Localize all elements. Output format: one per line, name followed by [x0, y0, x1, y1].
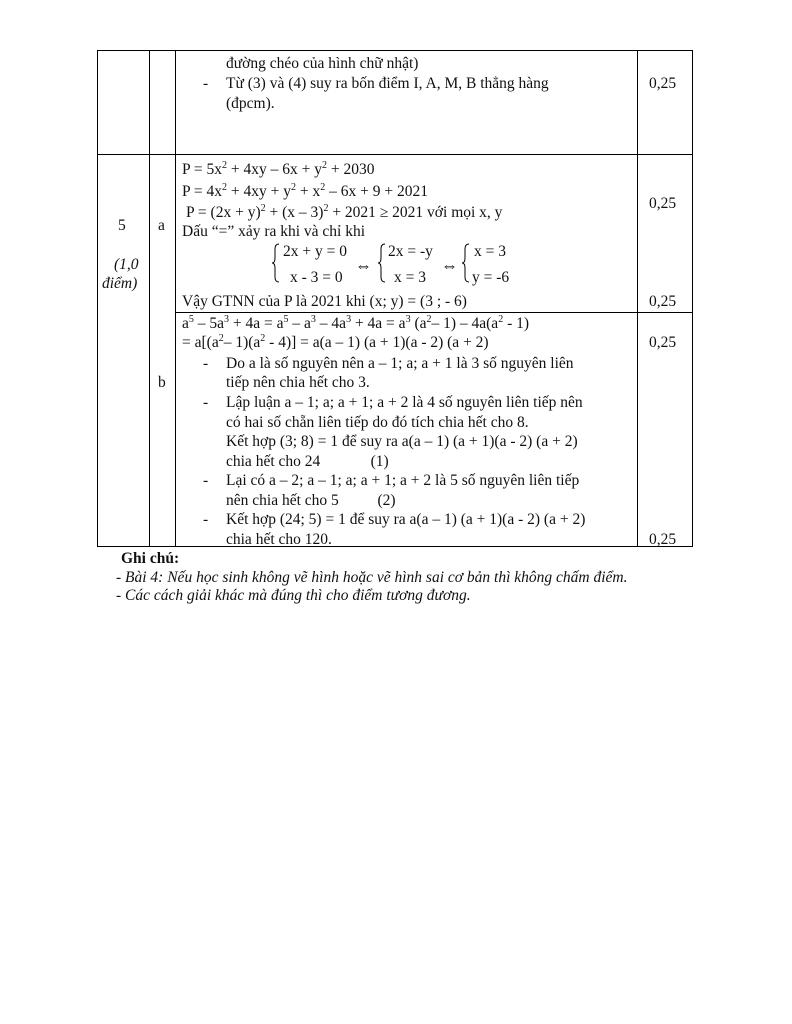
list-item: Kết hợp (3; 8) = 1 để suy ra a(a – 1) (a + 1)(a - 2) (a + 2) [226, 433, 578, 450]
list-item: tiếp nên chia hết cho 3. [226, 374, 370, 391]
equivalence-arrow-1: ⇔ [355, 256, 372, 275]
p-line2: $P = 4x^2 + 4xy + y^2 + x^2 - 6x + 9 + 2021$ [182, 181, 429, 200]
left-brace-icon [272, 243, 280, 283]
equality-condition: Dấu “=” xảy ra khi và chỉ khi [182, 223, 366, 240]
p-line1: $P = 5x^2 + 4xy - 6x + y^2 + 2030$ [182, 159, 375, 178]
system2-line2: x = 3 [394, 269, 426, 286]
list-item-dash: - [203, 511, 209, 528]
list-item: Kết hợp (24; 5) = 1 để suy ra a(a – 1) (a + 1)(a - 2) (a + 2) [226, 511, 586, 528]
factorization-line1: $a^5 - 5a^3 + 4a = a^5 - a^3 - 4a^3 + 4a = a^3$ ($a^2-$ $1) - 4a(a^2 - 1)$ [182, 313, 530, 332]
list-item: chia hết cho 120. [226, 531, 332, 548]
part-a-score-1: 0,25 [649, 195, 677, 212]
p-line3: $P = (2x + y)^2 + (x - 3)^2 + 2021 \ge 2021$ với mọi x, y [186, 202, 503, 221]
list-item-dash: - [203, 394, 209, 411]
left-brace-icon [462, 243, 470, 283]
question-number: 5 [118, 217, 126, 234]
system3-line1: x = 3 [474, 243, 506, 260]
list-item: Lập luận a – 1; a; a + 1; a + 2 là 4 số nguyên liên tiếp nên [226, 394, 583, 411]
list-item: có hai số chẵn liên tiếp do đó tích chia hết cho 8. [226, 414, 529, 431]
note-2: - Các cách giải khác mà đúng thì cho điểm tương đương. [116, 587, 471, 604]
points-line2: điểm) [102, 275, 138, 292]
list-item: Lại có a – 2; a – 1; a; a + 1; a + 2 là 5 số nguyên liên tiếp [226, 472, 580, 489]
list-item: chia hết cho 24 (1) [226, 453, 389, 470]
row4-line2: Từ (3) và (4) suy ra bốn điểm I, A, M, B thẳng hàng [226, 75, 549, 92]
row4-line1: đường chéo của hình chữ nhật) [226, 55, 419, 72]
equivalence-arrow-2: ⇔ [441, 256, 458, 275]
part-a-label: a [158, 217, 165, 234]
row4-line3: (đpcm). [226, 95, 275, 112]
list-item-dash: - [203, 355, 209, 372]
system3-line2: y = -6 [472, 269, 510, 286]
note-1: - Bài 4: Nếu học sinh không vẽ hình hoặc vẽ hình sai cơ bản thì không chấm điểm. [116, 569, 628, 586]
conclusion: Vậy GTNN của P là 2021 khi (x; y) = (3 ; - 6) [182, 293, 467, 310]
factorization-line2: = $a[(a^2-$ $1)(a^2 - 4)] = a(a - 1)$ (a + 1)(a - 2) (a + 2) [182, 332, 489, 351]
list-item: Do a là số nguyên nên a – 1; a; a + 1 là 3 số nguyên liên [226, 355, 574, 372]
system1-line2: x - 3 = 0 [290, 269, 343, 286]
points-line1: (1,0 [114, 256, 139, 273]
row4-score: 0,25 [649, 75, 677, 92]
left-brace-icon [378, 243, 386, 283]
system1-line1: 2x + y = 0 [283, 243, 347, 260]
row4-dash: - [203, 75, 209, 92]
part-a-score-2: 0,25 [649, 293, 677, 310]
list-item-dash: - [203, 472, 209, 489]
list-item: nên chia hết cho 5 (2) [226, 492, 396, 509]
part-b-score-2: 0,25 [649, 531, 677, 548]
notes-title: Ghi chú: [121, 550, 180, 567]
system2-line1: 2x = -y [388, 243, 433, 260]
part-b-score-1: 0,25 [649, 334, 677, 351]
part-b-label: b [158, 374, 166, 391]
